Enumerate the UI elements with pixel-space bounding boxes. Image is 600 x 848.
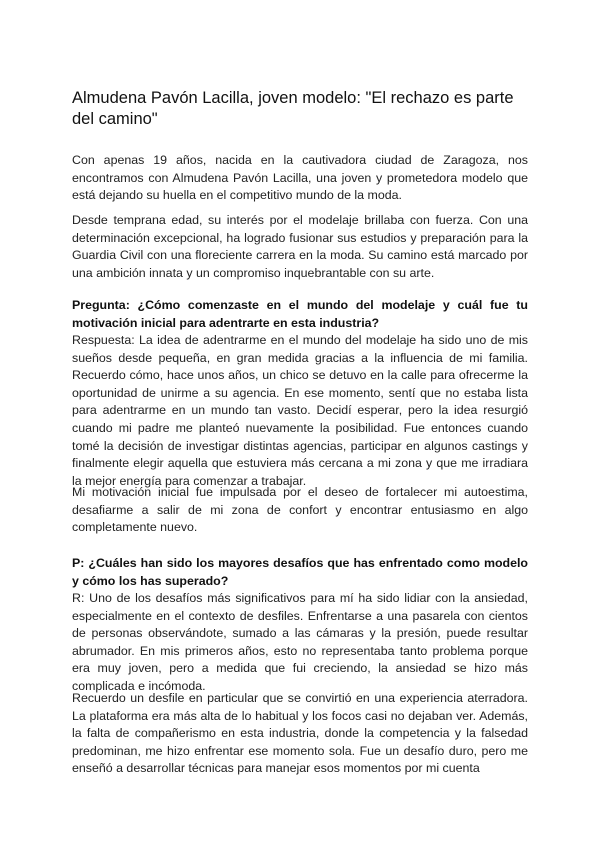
answer-1-continued: Mi motivación inicial fue impulsada por el deseo de fortalecer mi autoestima, desafiarme a salir de mi zona de confort y encontrar entusiasmo en algo completamente nuevo.	[72, 485, 528, 535]
answer-2: R: Uno de los desafíos más significativos para mí ha sido lidiar con la ansiedad, especialmente en el contexto de desfiles. Enfrentarse a una pasarela con cientos de personas observándote, sumado a las cámaras y la presión, puede resultar abrumador. En mis primeros años, esto no representaba tanto problema porque era muy joven, pero a medida que fui creciendo, la ansiedad se hizo más complicada e incómoda.	[72, 591, 528, 693]
article-title: Almudena Pavón Lacilla, joven modelo: "El rechazo es parte del camino"	[72, 89, 514, 128]
question-2: P: ¿Cuáles han sido los mayores desafíos que has enfrentado como modelo y cómo los has superado?	[72, 556, 528, 588]
question-1: Pregunta: ¿Cómo comenzaste en el mundo del modelaje y cuál fue tu motivación inicial para adentrarte en esta industria?	[72, 298, 528, 330]
answer-2-continued: Recuerdo un desfile en particular que se convirtió en una experiencia aterradora. La plataforma era más alta de lo habitual y los focos casi no dejaban ver. Además, la falta de compañerismo en esta industria, donde la competencia y la falsedad predominan, me hizo enfrentar ese momento sola. Fue un desafío duro, pero me enseñó a desarrollar técnicas para manejar esos momentos por mi cuenta	[72, 691, 528, 776]
intro-paragraph-2: Desde temprana edad, su interés por el modelaje brillaba con fuerza. Con una determinación excepcional, ha logrado fusionar sus estudios y preparación para la Guardia Civil con una floreciente carrera en la moda. Su camino está marcado por una ambición innata y un compromiso inquebrantable con su arte.	[72, 213, 528, 280]
intro-paragraph-1: Con apenas 19 años, nacida en la cautivadora ciudad de Zaragoza, nos encontramos con Almudena Pavón Lacilla, una joven y prometedora modelo que está dejando su huella en el competitivo mundo de la moda.	[72, 153, 528, 203]
answer-1: Respuesta: La idea de adentrarme en el mundo del modelaje ha sido uno de mis sueños desde pequeña, en gran medida gracias a la influencia de mi familia. Recuerdo cómo, hace unos años, un chico se detuvo en la calle para ofrecerme la oportunidad de unirme a su agencia. En ese momento, sentí que no estaba lista para adentrarme en un mundo tan vasto. Decidí esperar, pero la idea resurgió cuando mi padre me planteó nuevamente la posibilidad. Fue entonces cuando tomé la decisión de investigar distintas agencias, participar en algunos castings y finalmente elegir aquella que estuviera más cercana a mi zona y que me irradiara la mejor energía para comenzar a trabajar.	[72, 333, 528, 488]
